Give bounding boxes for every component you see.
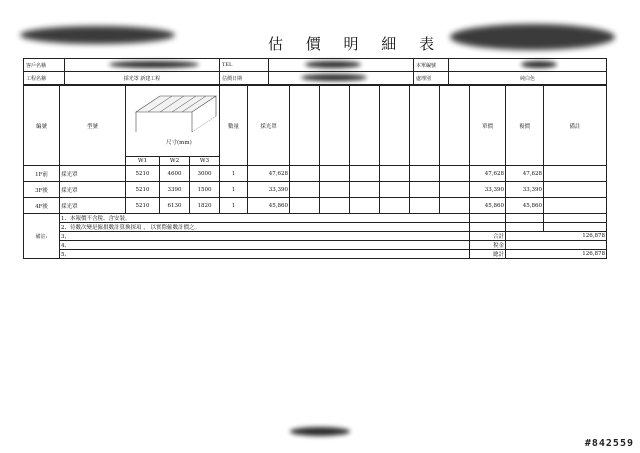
note-line-3: 3、 bbox=[60, 232, 470, 241]
page-title: 估 價 明 細 表 bbox=[268, 35, 444, 53]
handler-label: 處理別 bbox=[414, 72, 449, 85]
row-remark bbox=[544, 166, 607, 182]
row-unit-price: 47,628 bbox=[470, 166, 506, 182]
row-qty: 1 bbox=[220, 166, 248, 182]
empty-col-4 bbox=[380, 86, 410, 166]
row-w3: 1500 bbox=[190, 182, 220, 198]
row-total: 45,860 bbox=[506, 198, 544, 214]
tel-value bbox=[269, 59, 414, 72]
handler-value: 純白色 bbox=[449, 72, 607, 85]
items-table bbox=[23, 85, 607, 259]
row-qty: 1 bbox=[220, 198, 248, 214]
row-model: 採光罩 bbox=[60, 166, 126, 182]
table-row bbox=[24, 198, 607, 214]
row-no: 1F前 bbox=[24, 166, 60, 182]
row-no: 3F後 bbox=[24, 182, 60, 198]
size-label: 尺寸(mm) bbox=[166, 140, 192, 146]
row-model: 採光罩 bbox=[60, 198, 126, 214]
redacted-form-no bbox=[521, 61, 557, 68]
canopy-drawing-icon bbox=[130, 88, 218, 140]
grand-total-label: 總計 bbox=[470, 250, 506, 259]
empty-col-2 bbox=[320, 86, 350, 166]
quote-sheet bbox=[23, 58, 607, 259]
empty-col-1 bbox=[290, 86, 320, 166]
redacted-date bbox=[301, 74, 367, 81]
subtotal-label: 合計 bbox=[470, 232, 506, 241]
form-no-value bbox=[449, 59, 607, 72]
note-line-4: 4、 bbox=[60, 241, 470, 250]
quote-date-value bbox=[269, 72, 414, 85]
project-label: 工程名稱 bbox=[24, 72, 65, 85]
form-no-label: 本單編號 bbox=[414, 59, 449, 72]
row-no: 4F後 bbox=[24, 198, 60, 214]
table-row bbox=[24, 166, 607, 182]
col-w2: W2 bbox=[160, 157, 190, 166]
col-canopy: 採光罩 bbox=[248, 86, 290, 166]
redacted-customer bbox=[109, 61, 199, 68]
row-canopy: 33,390 bbox=[248, 182, 290, 198]
row-w3: 1820 bbox=[190, 198, 220, 214]
row-qty: 1 bbox=[220, 182, 248, 198]
redacted-footer bbox=[290, 427, 350, 436]
size-figure-cell bbox=[126, 86, 220, 157]
grand-total-value: 126,878 bbox=[506, 250, 607, 259]
customer-value bbox=[65, 59, 220, 72]
row-w1: 5210 bbox=[126, 182, 160, 198]
empty-col-3 bbox=[350, 86, 380, 166]
row-total: 33,390 bbox=[506, 182, 544, 198]
redacted-contact-info bbox=[450, 24, 615, 50]
col-w3: W3 bbox=[190, 157, 220, 166]
row-w2: 6130 bbox=[160, 198, 190, 214]
row-canopy: 45,860 bbox=[248, 198, 290, 214]
note-line-1: 1、本報價不含稅、含安裝。 bbox=[60, 214, 470, 223]
note-line-2: 2、待數次變是僱損數計算換探項 ， 以實際僱數計價之。 bbox=[60, 223, 470, 232]
col-unit-price: 單價 bbox=[470, 86, 506, 166]
row-w1: 5210 bbox=[126, 166, 160, 182]
table-row bbox=[24, 182, 607, 198]
row-remark bbox=[544, 198, 607, 214]
row-remark bbox=[544, 182, 607, 198]
row-unit-price: 45,860 bbox=[470, 198, 506, 214]
canopy-diagram bbox=[126, 86, 219, 156]
tax-label: 稅金 bbox=[470, 241, 506, 250]
col-remarks: 備註 bbox=[544, 86, 607, 166]
col-qty: 數量 bbox=[220, 86, 248, 166]
subtotal-value: 126,878 bbox=[506, 232, 607, 241]
empty-col-5 bbox=[410, 86, 440, 166]
col-no: 編號 bbox=[24, 86, 60, 166]
tel-label: TEL bbox=[220, 59, 269, 72]
col-w1: W1 bbox=[126, 157, 160, 166]
customer-label: 客戶名稱 bbox=[24, 59, 65, 72]
note-line-5: 5、 bbox=[60, 250, 470, 259]
row-model: 採光罩 bbox=[60, 182, 126, 198]
row-unit-price: 33,390 bbox=[470, 182, 506, 198]
row-w3: 3000 bbox=[190, 166, 220, 182]
notes-label: 備註: bbox=[24, 214, 60, 259]
watermark-id: #842559 bbox=[584, 438, 634, 449]
empty-col-6 bbox=[440, 86, 470, 166]
redacted-company-name bbox=[20, 26, 175, 44]
col-total: 複價 bbox=[506, 86, 544, 166]
info-table bbox=[23, 58, 607, 85]
quote-date-label: 估價日期 bbox=[220, 72, 269, 85]
tax-value bbox=[506, 241, 607, 250]
col-model: 型號 bbox=[60, 86, 126, 166]
row-w1: 5210 bbox=[126, 198, 160, 214]
row-w2: 3390 bbox=[160, 182, 190, 198]
row-total: 47,628 bbox=[506, 166, 544, 182]
project-value: 採光罩 新建工程 bbox=[65, 72, 220, 85]
row-canopy: 47,628 bbox=[248, 166, 290, 182]
row-w2: 4600 bbox=[160, 166, 190, 182]
redacted-tel bbox=[305, 61, 361, 68]
